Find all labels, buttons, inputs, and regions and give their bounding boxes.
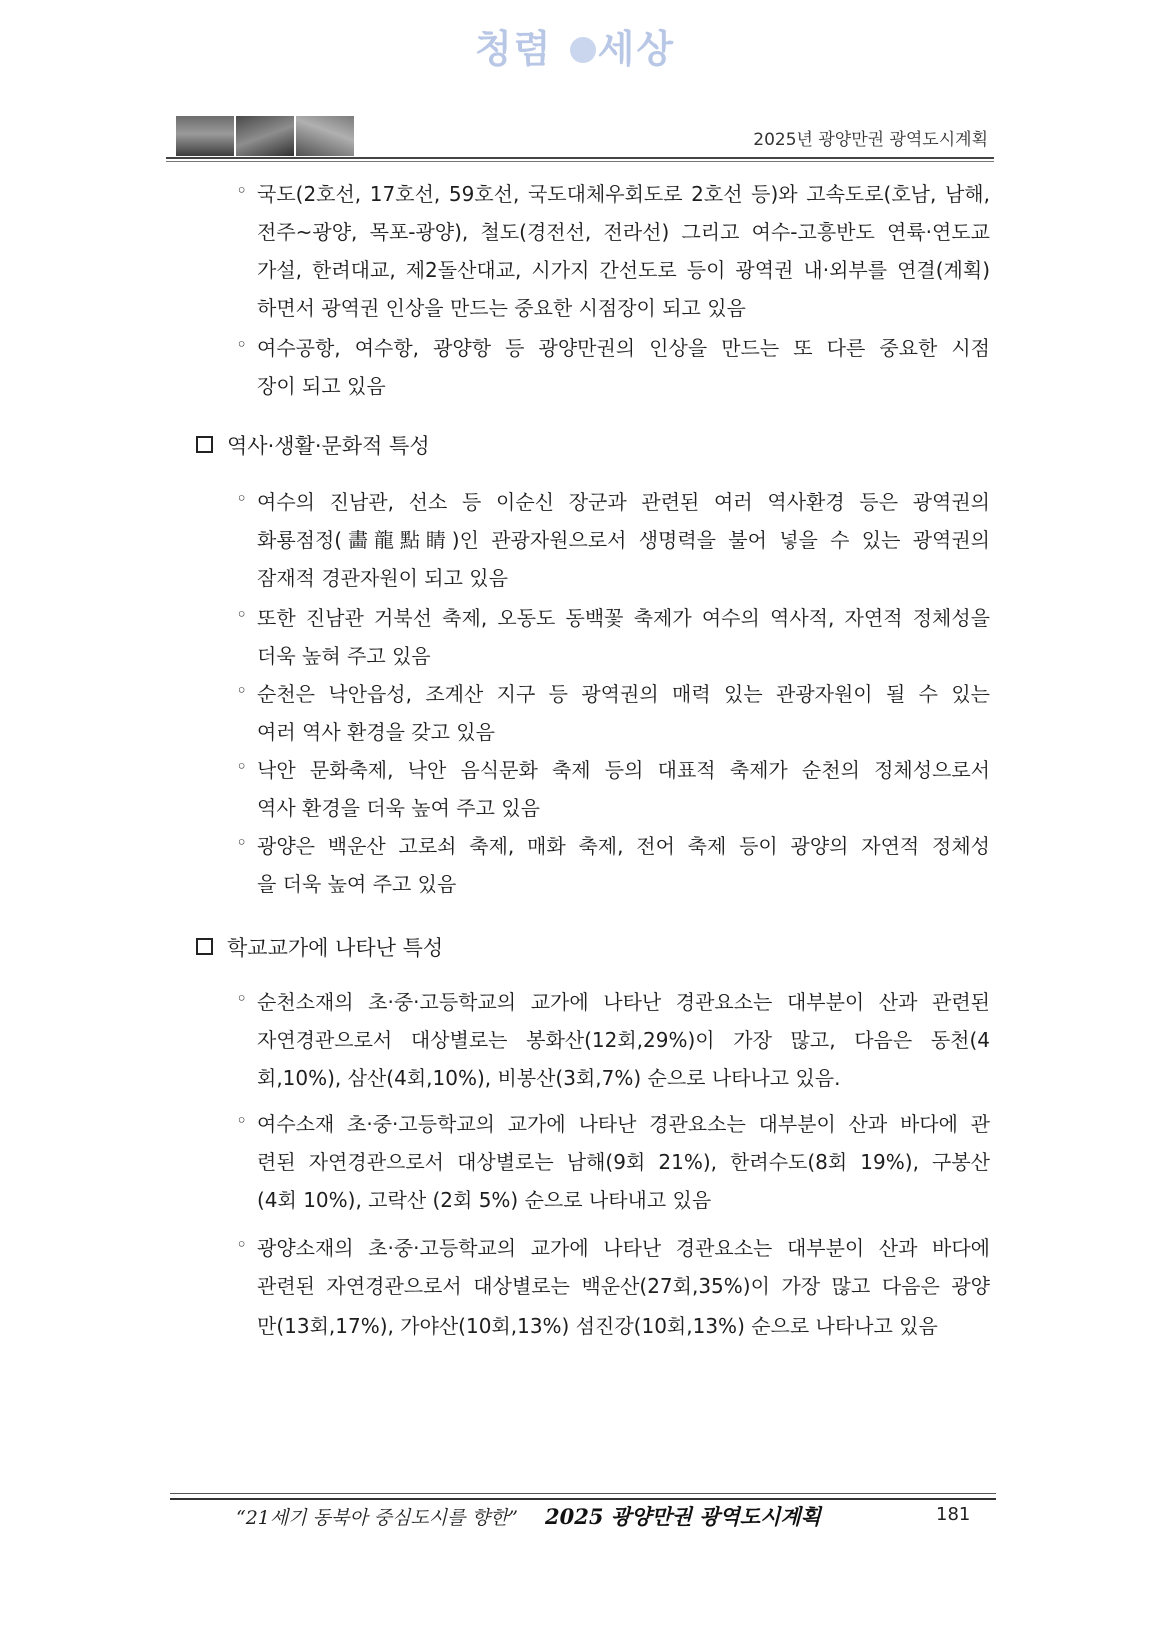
paragraph-line: 잠재적 경관자원이 되고 있음 — [257, 566, 508, 590]
paragraph-line: 국도(2호선, 17호선, 59호선, 국도대체우회도로 2호선 등)와 고속도로(호남, 남해, — [257, 182, 990, 206]
bullet-icon: ◦ — [236, 756, 248, 778]
logo-seal-icon — [570, 37, 596, 63]
logo — [0, 18, 1150, 73]
section-heading-text: 학교교가에 나타난 특성 — [227, 936, 444, 960]
footer-rule — [170, 1498, 996, 1500]
bullet-icon: ◦ — [236, 604, 248, 626]
bullet-icon: ◦ — [236, 334, 248, 356]
bullet-icon: ◦ — [236, 1234, 248, 1256]
logo-text: 청렴 — [474, 26, 553, 71]
section-heading-text: 역사·생활·문화적 특성 — [227, 434, 430, 458]
bullet-icon: ◦ — [236, 832, 248, 854]
header-photo — [176, 116, 234, 156]
paragraph-line: 광양소재의 초·중·고등학교의 교가에 나타난 경관요소는 대부분이 산과 바다에 — [257, 1236, 990, 1260]
bullet-icon: ◦ — [236, 1110, 248, 1132]
bullet-icon: ◦ — [236, 680, 248, 702]
section-heading — [196, 430, 430, 460]
header-photo — [296, 116, 354, 156]
bullet-icon: ◦ — [236, 488, 248, 510]
paragraph-line: (4회 10%), 고락산 (2회 5%) 순으로 나타내고 있음 — [257, 1188, 712, 1212]
footer-rule — [170, 1493, 996, 1494]
header-rule — [166, 161, 994, 162]
checkbox-bullet-icon — [196, 938, 213, 955]
paragraph-line: 가설, 한려대교, 제2돌산대교, 시가지 간선도로 등이 광역권 내·외부를 연결(계획) — [257, 258, 990, 282]
paragraph-line: 을 더욱 높여 주고 있음 — [257, 872, 457, 896]
paragraph-line: 련된 자연경관으로서 대상별로는 남해(9회 21%), 한려수도(8회 19%), 구봉산 — [257, 1150, 990, 1174]
document-title: 2025년 광양만권 광역도시계획 — [753, 130, 988, 150]
section-heading — [196, 932, 443, 962]
header-photo-strip — [176, 116, 354, 156]
paragraph-line: 자연경관으로서 대상별로는 봉화산(12회,29%)이 가장 많고, 다음은 동천(4 — [257, 1028, 990, 1052]
header-photo — [236, 116, 294, 156]
paragraph-line: 여수공항, 여수항, 광양항 등 광양만권의 인상을 만드는 또 다른 중요한 시점 — [257, 336, 990, 360]
paragraph-line: 더욱 높혀 주고 있음 — [257, 644, 431, 668]
page-number: 181 — [936, 1504, 971, 1525]
paragraph-line: 전주~광양, 목포-광양), 철도(경전선, 전라선) 그리고 여수-고흥반도 연륙·연도교 — [257, 220, 990, 244]
paragraph-line: 광양은 백운산 고로쇠 축제, 매화 축제, 전어 축제 등이 광양의 자연적 정체성 — [257, 834, 990, 858]
header-rule — [166, 157, 994, 159]
paragraph-line: 낙안 문화축제, 낙안 음식문화 축제 등의 대표적 축제가 순천의 정체성으로서 — [257, 758, 990, 782]
bullet-icon: ◦ — [236, 988, 248, 1010]
paragraph-line: 순천은 낙안읍성, 조계산 지구 등 광역권의 매력 있는 관광자원이 될 수 있는 — [257, 682, 990, 706]
bullet-icon: ◦ — [236, 180, 248, 202]
paragraph-line: 만(13회,17%), 가야산(10회,13%) 섬진강(10회,13%) 순으로 나타나고 있음 — [257, 1314, 938, 1338]
paragraph-line: 또한 진남관 거북선 축제, 오동도 동백꽃 축제가 여수의 역사적, 자연적 정체성을 — [257, 606, 990, 630]
paragraph-line: 순천소재의 초·중·고등학교의 교가에 나타난 경관요소는 대부분이 산과 관련된 — [257, 990, 990, 1014]
paragraph-line: 역사 환경을 더욱 높여 주고 있음 — [257, 796, 540, 820]
logo-text-second: 세상 — [597, 26, 676, 71]
checkbox-bullet-icon — [196, 436, 213, 453]
paragraph-line: 장이 되고 있음 — [257, 374, 386, 398]
paragraph-line: 하면서 광역권 인상을 만드는 중요한 시점장이 되고 있음 — [257, 296, 746, 320]
paragraph-line: 여수의 진남관, 선소 등 이순신 장군과 관련된 여러 역사환경 등은 광역권의 — [257, 490, 990, 514]
paragraph-line: 여러 역사 환경을 갖고 있음 — [257, 720, 495, 744]
footer-slogan: “21세기 동북아 중심도시를 향한” — [236, 1507, 518, 1529]
paragraph-line: 화룡점정(畵龍點睛)인 관광자원으로서 생명력을 불어 넣을 수 있는 광역권의 — [257, 528, 990, 552]
footer-title: 2025 광양만권 광역도시계획 — [545, 1504, 821, 1529]
paragraph-line: 여수소재 초·중·고등학교의 교가에 나타난 경관요소는 대부분이 산과 바다에 관 — [257, 1112, 990, 1136]
paragraph-line: 회,10%), 삼산(4회,10%), 비봉산(3회,7%) 순으로 나타나고 있음. — [257, 1066, 841, 1090]
paragraph-line: 관련된 자연경관으로서 대상별로는 백운산(27회,35%)이 가장 많고 다음은 광양 — [257, 1274, 990, 1298]
